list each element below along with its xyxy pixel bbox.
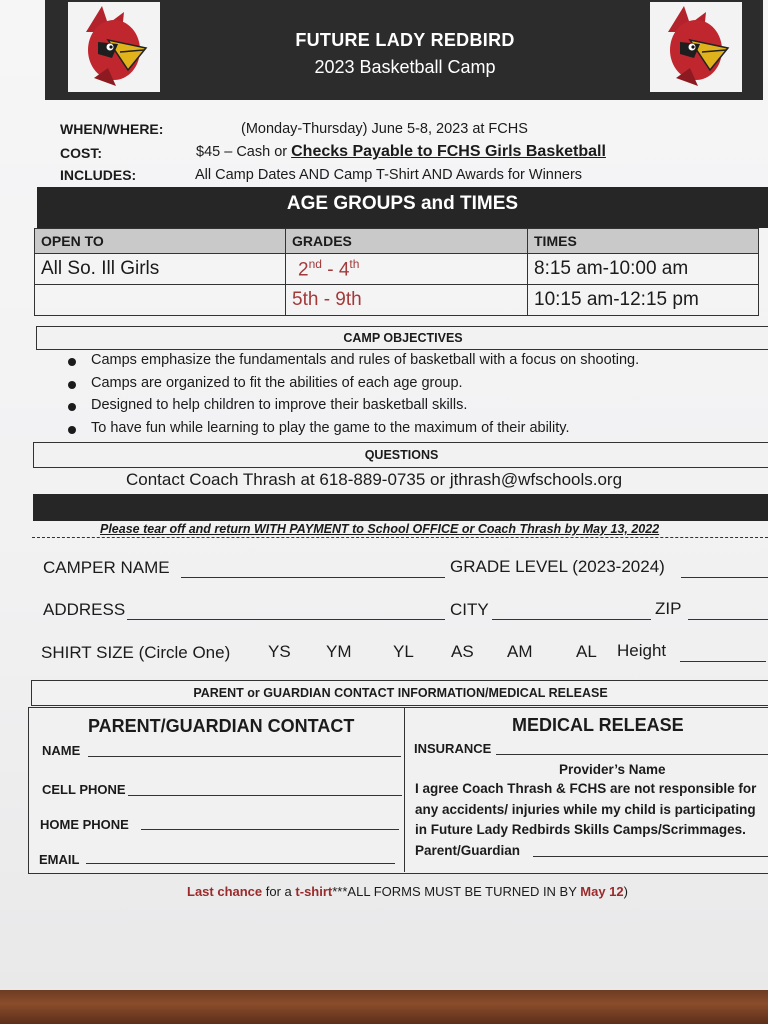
grade-level-field[interactable] — [681, 577, 768, 578]
guardian-signature-label: Parent/Guardian — [415, 843, 521, 858]
objectives-header: CAMP OBJECTIVES — [36, 326, 768, 350]
parent-section-header: PARENT or GUARDIAN CONTACT INFORMATION/MEDICAL RELEASE — [31, 680, 768, 706]
shirt-size-option[interactable]: YM — [326, 642, 352, 661]
camp-title: FUTURE LADY REDBIRD — [295, 30, 515, 50]
address-label: ADDRESS — [43, 600, 126, 619]
footer-note — [187, 884, 628, 899]
list-item: Designed to help children to improve their basketball skills. — [66, 397, 639, 420]
open-to-cell — [35, 285, 286, 316]
list-item: Camps are organized to fit the abilities of each age group. — [66, 375, 639, 398]
zip-field[interactable] — [688, 619, 768, 620]
table-header-row — [35, 229, 759, 254]
shirt-size-option[interactable]: AM — [507, 642, 533, 661]
list-item: Camps emphasize the fundamentals and rules of basketball with a focus on shooting. — [66, 352, 639, 375]
cost-amount: $45 – Cash or — [196, 144, 292, 160]
provider-name-label: Provider’s Name — [559, 762, 666, 777]
release-statement — [415, 779, 756, 841]
shirt-size-option[interactable]: YL — [393, 642, 414, 661]
email-label: EMAIL — [39, 852, 80, 867]
grades-cell — [286, 254, 528, 285]
column-header: OPEN TO — [35, 229, 286, 254]
grade-number: 2 — [298, 259, 309, 281]
parent-medical-divider — [404, 707, 405, 872]
height-label: Height — [617, 641, 667, 660]
camper-name-label: CAMPER NAME — [43, 558, 170, 577]
grade-number: - 4 — [321, 259, 350, 281]
medical-release-heading: MEDICAL RELEASE — [512, 715, 684, 735]
includes-value: All Camp Dates AND Camp T-Shirt AND Awards for Winners — [195, 167, 583, 183]
table-surface — [0, 990, 768, 1024]
cost-label: COST: — [60, 145, 102, 161]
footer-text: ) — [623, 884, 628, 899]
time-cell: 10:15 am-12:15 pm — [528, 285, 759, 316]
cardinal-logo-icon — [650, 2, 742, 92]
objectives-list — [66, 352, 639, 442]
grades-cell: 5th - 9th — [286, 285, 528, 316]
parent-contact-heading: PARENT/GUARDIAN CONTACT — [88, 716, 355, 736]
release-line: any accidents/ injuries while my child is participating — [415, 801, 756, 817]
open-to-cell: All So. Ill Girls — [35, 254, 286, 285]
cell-phone-label: CELL PHONE — [42, 782, 126, 797]
guardian-signature-field[interactable] — [533, 856, 768, 857]
table-row — [35, 285, 759, 316]
when-value: (Monday-Thursday) June 5-8, 2023 at FCHS — [241, 121, 528, 137]
release-line: I agree Coach Thrash & FCHS are not responsible for — [415, 781, 757, 796]
city-label: CITY — [450, 600, 489, 619]
insurance-field[interactable] — [496, 754, 768, 755]
city-field[interactable] — [492, 619, 651, 620]
grade-level-label: GRADE LEVEL (2023-2024) — [450, 557, 665, 576]
zip-label: ZIP — [655, 599, 682, 618]
parent-name-label: NAME — [42, 743, 81, 758]
email-field[interactable] — [86, 863, 395, 864]
deadline-text: May 12 — [580, 884, 624, 899]
age-groups-banner — [37, 187, 768, 228]
list-item: To have fun while learning to play the game to the maximum of their ability. — [66, 420, 639, 443]
footer-text: for a — [262, 884, 296, 899]
shirt-size-option[interactable]: YS — [268, 642, 291, 661]
camp-subtitle: 2023 Basketball Camp — [314, 57, 496, 77]
address-field[interactable] — [127, 619, 445, 620]
camper-name-field[interactable] — [181, 577, 445, 578]
home-phone-label: HOME PHONE — [40, 817, 129, 832]
home-phone-field[interactable] — [141, 829, 399, 830]
grade-suffix: th — [349, 256, 360, 271]
tear-off-instructions: Please tear off and return WITH PAYMENT to School OFFICE or Coach Thrash by May 13, 2022 — [100, 522, 660, 536]
cardinal-logo-icon — [68, 2, 160, 92]
insurance-label: INSURANCE — [414, 741, 492, 756]
cost-checks-note: Checks Payable to FCHS Girls Basketball — [291, 143, 606, 160]
release-line: in Future Lady Redbirds Skills Camps/Scrimmages. — [415, 822, 746, 837]
cost-value — [196, 143, 606, 161]
when-label: WHEN/WHERE: — [60, 121, 164, 137]
contact-line: Contact Coach Thrash at 618-889-0735 or jthrash@wfschools.org — [126, 470, 623, 489]
cell-phone-field[interactable] — [128, 795, 402, 796]
shirt-size-option[interactable]: AL — [576, 642, 597, 661]
questions-header: QUESTIONS — [33, 442, 768, 468]
grade-suffix: nd — [308, 256, 322, 271]
age-groups-title: AGE GROUPS and TIMES — [286, 193, 519, 214]
shirt-size-option[interactable]: AS — [451, 642, 474, 661]
age-groups-table — [34, 228, 759, 316]
divider-bar — [33, 494, 768, 521]
height-field[interactable] — [680, 661, 766, 662]
parent-name-field[interactable] — [88, 756, 401, 757]
last-chance-text: Last chance — [187, 884, 263, 899]
includes-label: INCLUDES: — [60, 167, 137, 183]
column-header: TIMES — [528, 229, 759, 254]
shirt-size-label: SHIRT SIZE (Circle One) — [41, 643, 231, 662]
time-cell: 8:15 am-10:00 am — [528, 254, 759, 285]
table-row — [35, 254, 759, 285]
column-header: GRADES — [286, 229, 528, 254]
footer-text: ***ALL FORMS MUST BE TURNED IN BY — [332, 884, 581, 899]
tshirt-text: t-shirt — [295, 884, 333, 899]
